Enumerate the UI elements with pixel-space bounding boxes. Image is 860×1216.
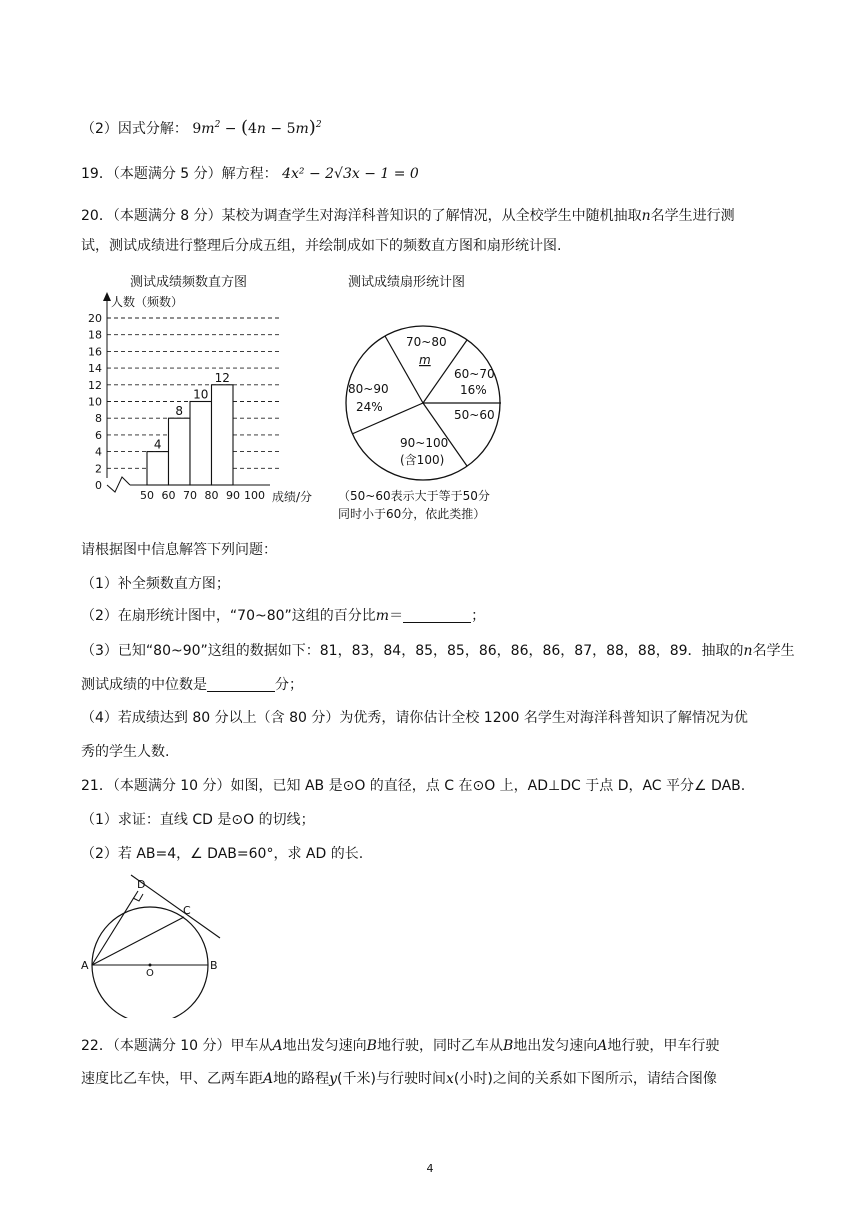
pie-slice-value: (含100) — [400, 453, 445, 467]
pie-slice-label: 90~100 — [400, 436, 449, 450]
q20-part3-cont — [81, 675, 303, 695]
histogram-y-label: 人数（频数） — [111, 295, 184, 309]
q20-part3-text-c: 测试成绩的中位数是 — [81, 677, 207, 693]
point-label-a: A — [81, 959, 89, 972]
q20-part4-cont: 秀的学生人数. — [81, 744, 170, 760]
y-tick-label: 10 — [88, 395, 102, 409]
histogram-x-label: 成绩/分 — [272, 490, 313, 504]
q22-text: (千米)与行驶时间 — [337, 1071, 446, 1087]
histogram-y-ticks — [88, 312, 102, 492]
q21-part2: （2）若 AB=4，∠ DAB=60°，求 AD 的长. — [81, 846, 364, 862]
center-point — [149, 964, 152, 967]
q20-part3-text-b: 名学生 — [752, 643, 795, 659]
q20-part3 — [81, 641, 795, 661]
q20-line1 — [81, 206, 735, 226]
y-tick-label: 6 — [95, 428, 102, 442]
q22-var-x: x — [445, 1071, 454, 1087]
q21-line1: 21．（本题满分 10 分）如图，已知 AB 是⊙O 的直径，点 C 在⊙O 上，AD⊥DC 于点 D，AC 平分∠ DAB. — [81, 778, 746, 794]
point-label-o: O — [146, 968, 154, 979]
q22-point-b: B — [502, 1038, 514, 1054]
q21-part1: （1）求证：直线 CD 是⊙O 的切线； — [81, 812, 315, 828]
q20-part1: （1）补全频数直方图； — [81, 576, 230, 592]
q22-point-b: B — [366, 1038, 377, 1054]
q22-text: 地出发匀速向 — [513, 1038, 598, 1054]
y-tick-label: 4 — [95, 445, 102, 459]
bar-value-label: 8 — [175, 404, 184, 419]
q22-point-a: A — [263, 1071, 274, 1087]
q22-point-a: A — [597, 1038, 608, 1054]
q20-text-a: 20．（本题满分 8 分）某校为调查学生对海洋科普知识的了解情况，从全校学生中随机抽取 — [81, 208, 642, 224]
histogram-axis-break — [107, 477, 130, 492]
q20-prompt: 请根据图中信息解答下列问题： — [81, 542, 277, 558]
q22-point-a: A — [272, 1038, 283, 1054]
q20-part3-text-d: 分； — [275, 677, 303, 693]
bar-value-label: 12 — [214, 370, 230, 385]
pie-slice-value: 16% — [460, 383, 487, 397]
histogram-bar — [190, 402, 212, 486]
q20-part2-text: （2）在扇形统计图中，“70~80”这组的百分比 — [81, 608, 376, 624]
y-tick-label: 8 — [95, 412, 102, 426]
q20-line2: 试，测试成绩进行整理后分成五组，并绘制成如下的频数直方图和扇形统计图. — [81, 238, 562, 254]
q22-text: (小时)之间的关系如下图所示，请结合图像 — [453, 1071, 717, 1087]
x-tick-label: 50 — [140, 489, 154, 502]
segment-ac — [92, 917, 184, 965]
q22-text: 22．（本题满分 10 分）甲车从 — [81, 1038, 273, 1054]
q22-text: 地行驶，甲车行驶 — [607, 1038, 720, 1054]
page-number: 4 — [426, 1162, 434, 1175]
y-tick-label: 12 — [88, 378, 102, 392]
x-tick-label: 70 — [183, 489, 197, 502]
histogram-title: 测试成绩频数直方图 — [130, 275, 248, 290]
q20-var-n: n — [641, 208, 651, 224]
x-tick-label: 100 — [244, 489, 265, 502]
y-tick-label: 20 — [88, 312, 102, 325]
pie-title: 测试成绩扇形统计图 — [348, 275, 466, 290]
q18-expression: $9m^2 - (4n - 5m)^2$ — [192, 117, 322, 138]
bar-value-label: 10 — [193, 387, 209, 402]
q19-label: 19．（本题满分 5 分）解方程： — [81, 166, 278, 182]
histogram-chart — [76, 266, 336, 528]
histogram-bar — [169, 418, 191, 485]
x-tick-label: 80 — [204, 489, 219, 502]
geometry-figure — [78, 872, 228, 1018]
circle-o — [92, 907, 208, 1018]
q22-text: 速度比乙车快，甲、乙两车距 — [81, 1071, 263, 1087]
q18-part2-label: （2）因式分解： — [81, 121, 188, 137]
x-tick-label: 90 — [226, 489, 240, 502]
pie-slice-label: 70~80 — [406, 335, 447, 349]
pie-slice-label: 60~70 — [454, 367, 495, 381]
answer-blank[interactable] — [403, 607, 471, 623]
pie-slice-label: 80~90 — [348, 382, 389, 396]
q22-var-y: y — [329, 1071, 338, 1087]
q19 — [81, 164, 419, 184]
x-tick-label: 60 — [161, 489, 176, 502]
q20-var-n: n — [743, 643, 753, 659]
q20-var-m: m — [375, 608, 390, 624]
q22-text: 地的路程 — [273, 1071, 330, 1087]
pie-slice-value: 24% — [356, 400, 383, 414]
pie-chart — [336, 266, 526, 528]
q22-line1 — [81, 1036, 719, 1056]
segment-ad — [92, 891, 138, 965]
histogram-bar — [212, 385, 234, 485]
y-tick-label: 16 — [88, 345, 102, 359]
y-tick-label: 2 — [95, 462, 102, 476]
q20-part3-text: （3）已知“80~90”这组的数据如下：81，83，84，85，85，86，86，86，87，88，88，89．抽取的 — [81, 643, 744, 659]
q20-equals: ＝ — [389, 608, 404, 624]
q18-part2 — [81, 118, 322, 139]
pie-note-line2: 同时小于60分，依此类推） — [338, 507, 486, 521]
q20-text-b: 名学生进行测 — [650, 208, 735, 224]
q22-line2 — [81, 1069, 717, 1089]
q19-equation: 4x² − 2√3x − 1 = 0 — [282, 166, 419, 182]
point-label-d: D — [137, 878, 146, 891]
pie-note-line1: （50~60表示大于等于50分 — [338, 489, 490, 503]
pie-slice-label: 50~60 — [454, 408, 495, 422]
bar-value-label: 4 — [153, 437, 162, 452]
q22-text: 地出发匀速向 — [282, 1038, 367, 1054]
answer-blank[interactable] — [207, 676, 275, 692]
histogram-y-arrow — [103, 292, 111, 301]
histogram-bars — [147, 371, 233, 485]
q20-part2-end: ； — [471, 608, 486, 624]
histogram-x-ticks — [140, 489, 265, 502]
point-label-c: C — [183, 904, 191, 917]
y-tick-label: 0 — [95, 479, 102, 492]
y-tick-label: 14 — [88, 362, 102, 376]
point-label-b: B — [210, 959, 218, 972]
pie-slice-value: m — [419, 353, 431, 367]
q20-part2 — [81, 606, 485, 626]
q22-text: 地行驶，同时乙车从 — [376, 1038, 503, 1054]
q20-part4: （4）若成绩达到 80 分以上（含 80 分）为优秀，请你估计全校 1200 名学生对海洋科普知识了解情况为优 — [81, 710, 748, 726]
histogram-bar — [147, 452, 169, 485]
y-tick-label: 18 — [88, 328, 102, 342]
